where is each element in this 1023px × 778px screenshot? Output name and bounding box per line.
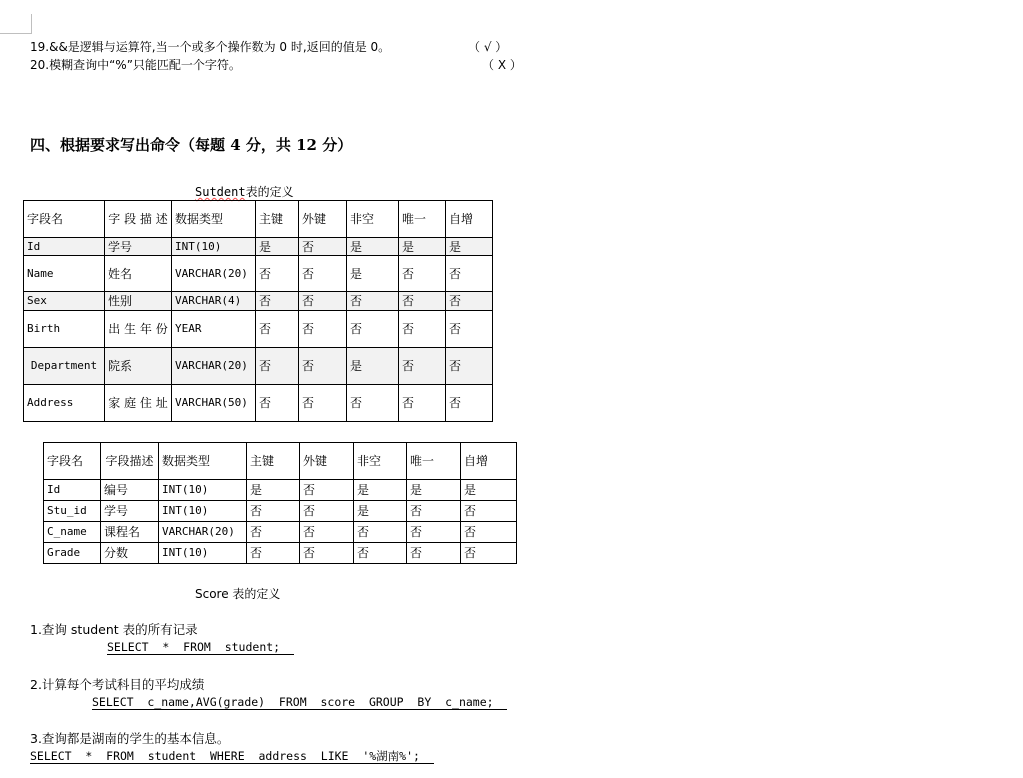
student-table-cell-auto-increment: 否 (446, 348, 493, 385)
student-table-header-primary-key: 主键 (256, 201, 299, 238)
score-table-cell-primary-key: 否 (247, 543, 300, 564)
answer-2-sql: SELECT c_name,AVG(grade) FROM score GROUP BY c_name; (92, 695, 508, 709)
score-definition-table (43, 442, 517, 564)
student-table-cell-primary-key: 否 (256, 385, 299, 422)
student-table-cell-foreign-key: 否 (299, 348, 347, 385)
score-table-cell-field-desc: 课程名 (101, 522, 159, 543)
score-table-cell-primary-key: 否 (247, 501, 300, 522)
score-table-row (44, 480, 517, 501)
student-table-header-field-name: 字段名 (24, 201, 105, 238)
student-table-cell-primary-key: 否 (256, 311, 299, 348)
student-table-cell-field-desc: 出 生 年 份 (105, 311, 172, 348)
score-table-cell-auto-increment: 否 (461, 501, 517, 522)
score-table-cell-data-type: INT(10) (159, 501, 247, 522)
score-table-cell-foreign-key: 否 (300, 480, 354, 501)
student-table-cell-not-null: 是 (347, 238, 399, 256)
score-table-header-data-type: 数据类型 (159, 443, 247, 480)
score-table-row (44, 501, 517, 522)
student-table-cell-data-type: VARCHAR(50) (172, 385, 256, 422)
student-table-cell-field-desc: 院系 (105, 348, 172, 385)
student-table-cell-not-null: 否 (347, 385, 399, 422)
student-table-cell-unique: 否 (399, 385, 446, 422)
page-corner-mark (0, 0, 32, 34)
score-table-cell-unique: 否 (407, 501, 461, 522)
student-table-cell-foreign-key: 否 (299, 385, 347, 422)
student-table-row (24, 292, 493, 311)
student-table-cell-not-null: 是 (347, 256, 399, 292)
score-table-cell-not-null: 否 (354, 543, 407, 564)
student-table-row (24, 238, 493, 256)
student-table-header-auto-increment: 自增 (446, 201, 493, 238)
score-table-header-field-name: 字段名 (44, 443, 101, 480)
student-definition-table (23, 200, 493, 422)
student-table-cell-field-desc: 学号 (105, 238, 172, 256)
student-table-cell-field-name: Sex (24, 292, 105, 311)
student-table-body (24, 201, 493, 422)
student-table-cell-field-desc: 姓名 (105, 256, 172, 292)
score-table-cell-foreign-key: 否 (300, 501, 354, 522)
student-table-cell-unique: 否 (399, 256, 446, 292)
score-table-cell-field-desc: 编号 (101, 480, 159, 501)
score-table-cell-not-null: 是 (354, 480, 407, 501)
score-table-cell-field-name: Id (44, 480, 101, 501)
score-table-cell-foreign-key: 否 (300, 522, 354, 543)
statement-20-answer: （ X ） (482, 58, 522, 72)
score-table-cell-field-desc: 分数 (101, 543, 159, 564)
student-table-cell-not-null: 否 (347, 311, 399, 348)
score-table-cell-auto-increment: 是 (461, 480, 517, 501)
student-table-cell-data-type: VARCHAR(4) (172, 292, 256, 311)
student-table-cell-primary-key: 否 (256, 256, 299, 292)
student-table-caption-name: Sutdent (195, 185, 246, 199)
student-table-cell-unique: 否 (399, 311, 446, 348)
student-table-header-not-null: 非空 (347, 201, 399, 238)
question-3: 3.查询都是湖南的学生的基本信息。 (30, 731, 230, 746)
student-table-caption-rest: 表的定义 (245, 185, 294, 199)
score-table-cell-unique: 是 (407, 480, 461, 501)
student-table-cell-auto-increment: 否 (446, 311, 493, 348)
student-table-row (24, 348, 493, 385)
score-table-header-primary-key: 主键 (247, 443, 300, 480)
answer-3-sql: SELECT * FROM student WHERE address LIKE '%湖南%'; (30, 749, 434, 763)
student-table-cell-field-desc: 性别 (105, 292, 172, 311)
student-table-cell-field-name: Department (24, 348, 105, 385)
student-table-cell-data-type: INT(10) (172, 238, 256, 256)
student-table-header-data-type: 数据类型 (172, 201, 256, 238)
score-table-cell-field-name: Grade (44, 543, 101, 564)
student-table-row (24, 311, 493, 348)
student-table-cell-data-type: VARCHAR(20) (172, 256, 256, 292)
statement-20: 20.模糊查询中“%”只能匹配一个字符。 (30, 58, 241, 72)
score-table-cell-field-name: Stu_id (44, 501, 101, 522)
student-table-cell-unique: 否 (399, 348, 446, 385)
student-table-cell-field-name: Address (24, 385, 105, 422)
student-table-row (24, 256, 493, 292)
student-table-cell-auto-increment: 是 (446, 238, 493, 256)
student-table-cell-not-null: 是 (347, 348, 399, 385)
student-table-header-unique: 唯一 (399, 201, 446, 238)
score-table-cell-unique: 否 (407, 543, 461, 564)
score-table-cell-not-null: 是 (354, 501, 407, 522)
score-table-cell-data-type: VARCHAR(20) (159, 522, 247, 543)
score-table-cell-unique: 否 (407, 522, 461, 543)
score-table-cell-foreign-key: 否 (300, 543, 354, 564)
student-table-cell-unique: 是 (399, 238, 446, 256)
score-table-cell-auto-increment: 否 (461, 543, 517, 564)
answer-1-sql: SELECT * FROM student; (107, 640, 294, 654)
score-table-header-unique: 唯一 (407, 443, 461, 480)
statement-19-answer: （ √ ） (468, 40, 508, 54)
score-table-cell-field-desc: 学号 (101, 501, 159, 522)
student-table-caption (195, 183, 294, 200)
student-table-cell-field-name: Birth (24, 311, 105, 348)
score-table-row (44, 522, 517, 543)
score-table-cell-auto-increment: 否 (461, 522, 517, 543)
score-table-header-not-null: 非空 (354, 443, 407, 480)
student-table-cell-foreign-key: 否 (299, 238, 347, 256)
student-table-cell-primary-key: 是 (256, 238, 299, 256)
student-table-cell-data-type: VARCHAR(20) (172, 348, 256, 385)
score-table-body (44, 443, 517, 564)
student-table-header-row (24, 201, 493, 238)
section-heading: 四、根据要求写出命令（每题 4 分，共 12 分） (30, 136, 353, 154)
score-table-cell-data-type: INT(10) (159, 480, 247, 501)
student-table-cell-primary-key: 否 (256, 348, 299, 385)
student-table-cell-foreign-key: 否 (299, 311, 347, 348)
student-table-cell-primary-key: 否 (256, 292, 299, 311)
statement-19: 19.&&是逻辑与运算符,当一个或多个操作数为 0 时,返回的值是 0。 (30, 40, 391, 54)
score-table-header-foreign-key: 外键 (300, 443, 354, 480)
score-table-cell-not-null: 否 (354, 522, 407, 543)
student-table-header-field-desc: 字 段 描 述 (105, 201, 172, 238)
score-table-header-field-desc: 字段描述 (101, 443, 159, 480)
student-table-cell-field-name: Name (24, 256, 105, 292)
question-2: 2.计算每个考试科目的平均成绩 (30, 677, 205, 692)
student-table-cell-foreign-key: 否 (299, 256, 347, 292)
score-table-row (44, 543, 517, 564)
student-table-cell-auto-increment: 否 (446, 256, 493, 292)
student-table-cell-auto-increment: 否 (446, 385, 493, 422)
student-table-row (24, 385, 493, 422)
student-table-cell-unique: 否 (399, 292, 446, 311)
student-table-cell-field-name: Id (24, 238, 105, 256)
score-table-cell-primary-key: 否 (247, 522, 300, 543)
question-1: 1.查询 student 表的所有记录 (30, 622, 198, 637)
student-table-cell-data-type: YEAR (172, 311, 256, 348)
student-table-cell-not-null: 否 (347, 292, 399, 311)
student-table-cell-field-desc: 家 庭 住 址 (105, 385, 172, 422)
score-table-header-auto-increment: 自增 (461, 443, 517, 480)
student-table-cell-auto-increment: 否 (446, 292, 493, 311)
student-table-header-foreign-key: 外键 (299, 201, 347, 238)
student-table-cell-foreign-key: 否 (299, 292, 347, 311)
score-table-header-row (44, 443, 517, 480)
score-table-caption: Score 表的定义 (195, 587, 281, 601)
score-table-cell-primary-key: 是 (247, 480, 300, 501)
score-table-cell-data-type: INT(10) (159, 543, 247, 564)
score-table-cell-field-name: C_name (44, 522, 101, 543)
